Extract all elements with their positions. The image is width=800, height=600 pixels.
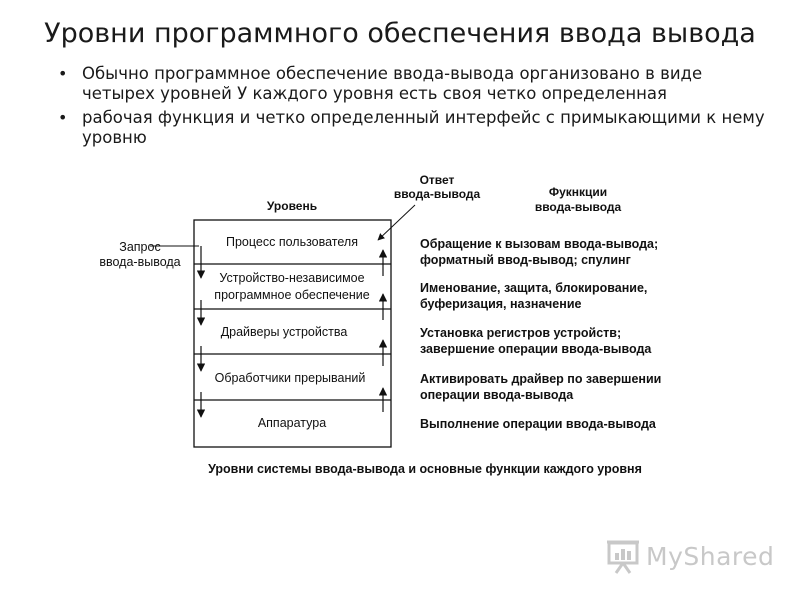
response-pointer-arrow [378,205,415,240]
header-response-2: ввода-вывода [393,187,481,201]
watermark-text: MyShared [646,541,775,571]
bullet-item: • Обычно программное обеспечение ввода-вывода организовано в виде четырех уровней У каждого уровня есть своя четко определенная [58,64,778,104]
diagram-caption: Уровни системы ввода-вывода и основные функции каждого уровня [208,462,642,476]
function-text: Активировать драйвер по завершении [420,372,662,386]
slide-title: Уровни программного обеспечения ввода вывода [44,18,756,49]
level-label: программное обеспечение [214,288,370,302]
function-text: форматный ввод-вывод; спулинг [420,253,631,267]
header-response-1: Ответ [419,173,455,187]
request-label-1: Запрос [119,240,161,254]
function-text: Установка регистров устройств; [420,326,622,340]
header-functions-1: Фукнкции [548,185,608,199]
header-functions-2: ввода-вывода [534,200,622,214]
request-label-2: ввода-вывода [99,255,181,269]
bullet-item: • рабочая функция и четко определенный интерфейс с примыкающими к нему уровню [58,108,778,148]
level-label: Устройство-независимое [219,271,365,285]
function-text: буферизация, назначение [420,297,582,311]
function-text: Обращение к вызовам ввода-вывода; [420,237,659,251]
header-level: Уровень [266,199,318,213]
function-text: операции ввода-вывода [420,388,574,402]
function-text: Выполнение операции ввода-вывода [420,417,656,431]
presentation-board-icon [606,538,640,574]
level-label: Обработчики прерываний [214,371,366,385]
level-label: Аппаратура [257,416,327,430]
watermark [606,536,774,576]
level-label: Драйверы устройства [220,325,348,339]
function-text: Именование, защита, блокирование, [420,281,648,295]
function-text: завершение операции ввода-вывода [420,342,652,356]
level-label: Процесс пользователя [226,235,358,249]
